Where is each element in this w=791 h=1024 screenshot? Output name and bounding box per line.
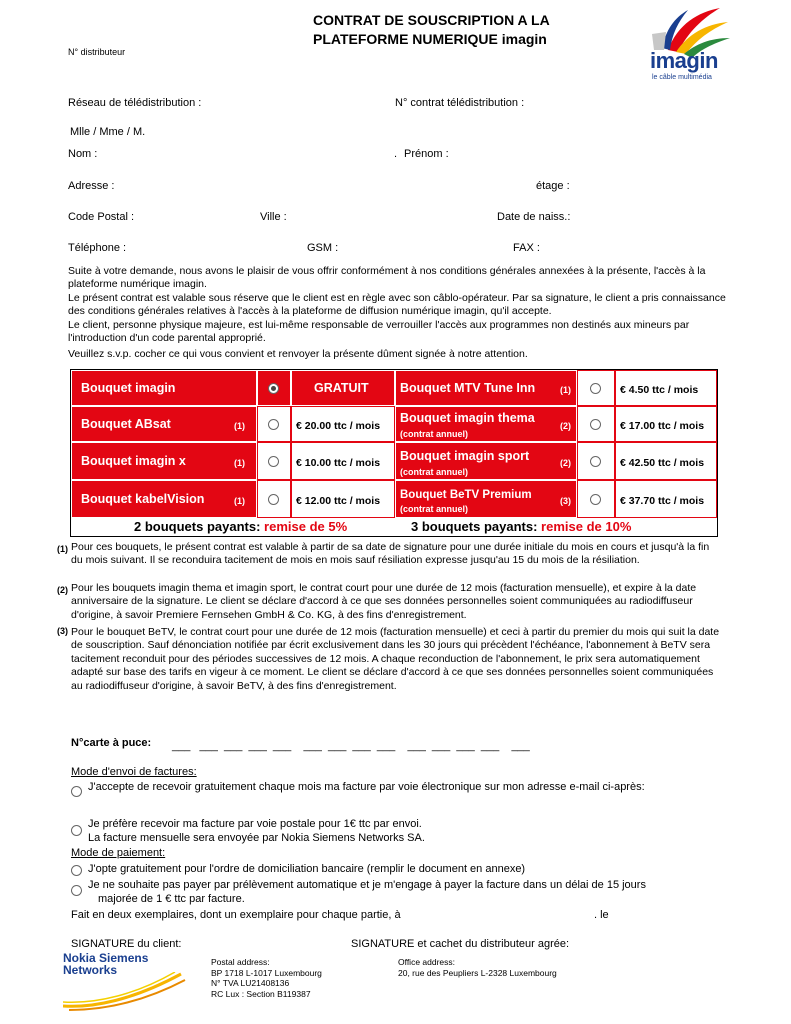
birth-label: Date de naiss.: — [497, 211, 571, 223]
address-label: Adresse : — [68, 180, 115, 192]
radio-cell — [577, 370, 615, 406]
bouquet-betv-radio[interactable] — [590, 494, 601, 505]
price-cell — [615, 406, 717, 442]
price-thema: € 17.00 ttc / mois — [620, 420, 705, 432]
radio-cell — [257, 480, 291, 518]
price-imaginx: € 10.00 ttc / mois — [296, 457, 381, 469]
date-text: . le — [594, 909, 609, 921]
payment-manual-text1: Je ne souhaite pas payer par prélèvement automatique et je m'engage à payer la facture dans un délai de 15 jours — [88, 879, 646, 891]
note-mark: (1) — [234, 496, 245, 506]
bouquet-mtv-cell — [395, 370, 577, 406]
postal-address — [211, 957, 322, 999]
discount-two-value: remise de 5% — [264, 519, 348, 534]
note-mark: (2) — [560, 458, 571, 468]
bouquet-thema-cell — [395, 406, 577, 442]
bouquet-name: Bouquet ABsat — [81, 417, 171, 431]
floor-label: étage : — [536, 180, 570, 192]
office-address — [398, 957, 557, 978]
intro-p1: Suite à votre demande, nous avons le plaisir de vous offrir conformément à nos conditions générales annexées à la présente, l'accès à la plateforme numérique imagin. — [68, 265, 706, 291]
price-cell — [615, 370, 717, 406]
bouquet-imaginx-radio[interactable] — [268, 456, 279, 467]
billing-post-text1: Je préfère recevoir ma facture par voie postale pour 1€ ttc par envoi. — [88, 818, 422, 830]
note-mark: (2) — [560, 421, 571, 431]
billing-email-text: J'accepte de recevoir gratuitement chaque mois ma facture par voie électronique sur mon adresse e-mail ci-après: — [88, 781, 645, 793]
footnote-mark: (1) — [57, 544, 68, 554]
network-label: Réseau de télédistribution : — [68, 97, 202, 109]
billing-post-radio[interactable] — [71, 825, 82, 836]
billing-heading: Mode d'envoi de factures: — [71, 766, 197, 778]
name-label: Nom : — [68, 148, 98, 160]
imagin-logo — [648, 4, 732, 84]
bouquet-imagin-cell — [71, 370, 257, 406]
payment-manual-text2: majorée de 1 € ttc par facture. — [98, 893, 245, 905]
bouquet-sport-cell — [395, 442, 577, 480]
title-line2: PLATEFORME NUMERIQUE imagin — [313, 31, 547, 47]
radio-cell — [257, 370, 291, 406]
note-mark: (3) — [560, 496, 571, 506]
payment-bank-radio[interactable] — [71, 865, 82, 876]
city-label: Ville : — [260, 211, 287, 223]
logo-tagline: le câble multimédia — [652, 74, 712, 81]
intro-p2: Le présent contrat est valable sous réserve que le client est en règle avec son câblo-opérateur. Par sa signature, le client a pris connaissance des conditions générales relatives à l'accès à la plateforme de diffusion numérique imagin, qu'il accepte. — [68, 291, 726, 318]
price-sport: € 42.50 ttc / mois — [620, 457, 705, 469]
bouquet-name: Bouquet imagin — [81, 381, 176, 395]
postal-label: Code Postal : — [68, 211, 135, 223]
billing-email-radio[interactable] — [71, 786, 82, 797]
postal-line1: BP 1718 L-1017 Luxembourg — [211, 967, 322, 978]
note-mark: (1) — [560, 385, 571, 395]
nsn-logo — [63, 952, 188, 1012]
billing-post-text2: La facture mensuelle sera envoyée par Nokia Siemens Networks SA. — [88, 832, 425, 844]
bouquet-sub: (contrat annuel) — [400, 429, 469, 439]
discount-two-label: 2 bouquets payants: — [134, 519, 261, 534]
bouquet-betv-cell — [395, 480, 577, 518]
price-cell — [291, 480, 395, 518]
signature-client: SIGNATURE du client: — [71, 938, 182, 950]
gratuit-cell — [291, 370, 395, 406]
office-line1: 20, rue des Peupliers L-2328 Luxembourg — [398, 967, 557, 978]
bouquet-imaginx-cell — [71, 442, 257, 480]
bouquet-name: Bouquet imagin sport — [400, 449, 530, 463]
price-betv: € 37.70 ttc / mois — [620, 495, 705, 507]
made-text: Fait en deux exemplaires, dont un exemplaire pour chaque partie, à — [71, 909, 401, 921]
distributor-label: N° distributeur — [68, 47, 126, 57]
footnote-3: Pour le bouquet BeTV, le contrat court pour une durée de 12 mois (facturation mensuelle) et ceci à partir du premier du mois qui suit la date de souscription. Sauf dénonciation notifiée par écrit exclusivement dans les 30 jours qui précèdent l'échéance, l'abonnement à BeTV sera tacitement reconduit pour des périodes successives de 12 mois. A chaque reconduction de l'abonnement, le prix sera automatiquement adapté sur base des tarifs en vigeur à ce moment. Le client se déclare d'accord à ce que ses données personnelles soient communiquées au radiodiffuseur d'origine, à savoir BeTV, à des fins d'enregistrement. — [71, 626, 720, 692]
bouquet-kabelvision-cell — [71, 480, 257, 518]
logo-text: imagin — [650, 48, 718, 73]
footnote-2: Pour les bouquets imagin thema et imagin sport, le contrat court pour une durée de 12 mois (facturation mensuelle), et expire à la date anniversaire de la signature. Le client se déclare d'accord à ce que ses données personnelles soient communiquées au radiodiffuseur d'origine, à savoir Premiere Fernsehen GmbH & Co. KG, à des fins d'enregistrement. — [71, 582, 697, 621]
discount-three-label: 3 bouquets payants: — [411, 519, 538, 534]
postal-line3: RC Lux : Section B119387 — [211, 988, 311, 999]
bouquet-sub: (contrat annuel) — [400, 504, 469, 514]
bouquet-thema-radio[interactable] — [590, 419, 601, 430]
bouquet-imagin-radio[interactable] — [268, 383, 279, 394]
footnote-mark: (3) — [57, 626, 68, 636]
intro-p4: Veuillez s.v.p. cocher ce qui vous convient et renvoyer la présente dûment signée à notre attention. — [68, 348, 528, 361]
intro-text — [68, 265, 728, 362]
price-kabelvision: € 12.00 ttc / mois — [296, 495, 381, 507]
discount-three-value: remise de 10% — [541, 519, 632, 534]
note-mark: (1) — [234, 458, 245, 468]
phone-label: Téléphone : — [68, 242, 127, 254]
salutation-label: Mlle / Mme / M. — [70, 126, 146, 138]
price-absat: € 20.00 ttc / mois — [296, 420, 381, 432]
bouquet-mtv-radio[interactable] — [590, 383, 601, 394]
radio-cell — [257, 442, 291, 480]
firstname-dot: . — [394, 148, 398, 160]
radio-cell — [257, 406, 291, 442]
firstname-label: Prénom : — [404, 148, 449, 160]
signature-distributor: SIGNATURE et cachet du distributeur agrée: — [351, 938, 570, 950]
payment-manual-radio[interactable] — [71, 885, 82, 896]
bouquet-name: Bouquet kabelVision — [81, 492, 205, 506]
bouquet-name: Bouquet BeTV Premium — [400, 489, 532, 501]
bouquet-sport-radio[interactable] — [590, 456, 601, 467]
radio-cell — [577, 480, 615, 518]
contract-label: N° contrat télédistribution : — [395, 97, 525, 109]
price-mtv: € 4.50 ttc / mois — [620, 384, 699, 396]
payment-heading: Mode de paiement: — [71, 847, 166, 859]
discount-three — [411, 519, 631, 534]
bouquet-kabelvision-radio[interactable] — [268, 494, 279, 505]
bouquet-absat-radio[interactable] — [268, 419, 279, 430]
note-mark: (1) — [234, 421, 245, 431]
nsn-logo-line2: Networks — [63, 963, 118, 977]
card-label: N°carte à puce: — [71, 737, 152, 749]
postal-title: Postal address: — [211, 957, 270, 967]
price-cell — [615, 480, 717, 518]
price-cell — [291, 442, 395, 480]
discount-two — [134, 519, 347, 534]
footnote-1: Pour ces bouquets, le présent contrat est valable à partir de sa date de signature pour une durée initiale du mois en cours et jusqu'à la fin du mois suivant. Il se reconduira tacitement de mois en mois sauf résiliation expresse jusqu'au 15 du mois de la résiliation. — [71, 541, 710, 567]
fax-label: FAX : — [513, 242, 540, 254]
title-line1: CONTRAT DE SOUSCRIPTION A LA — [313, 12, 550, 28]
footnote-mark: (2) — [57, 585, 68, 595]
bouquet-name: Bouquet imagin thema — [400, 411, 535, 425]
intro-p3: Le client, personne physique majeure, est lui-même responsable de verrouiller l'accès aux programmes non destinés aux mineurs par l'introduction d'un code parental approprié. — [68, 318, 690, 345]
bouquet-absat-cell — [71, 406, 257, 442]
bouquet-name: Bouquet MTV Tune Inn — [400, 381, 536, 395]
bouquet-name: Bouquet imagin x — [81, 454, 186, 468]
bouquet-sub: (contrat annuel) — [400, 467, 469, 477]
price-cell — [615, 442, 717, 480]
postal-line2: N° TVA LU21408136 — [211, 978, 290, 988]
nsn-wave-graphic — [63, 972, 188, 1012]
payment-bank-text: J'opte gratuitement pour l'ordre de domiciliation bancaire (remplir le document en annexe) — [88, 863, 526, 875]
price-cell — [291, 406, 395, 442]
nsn-logo-line1: Nokia Siemens — [63, 951, 149, 965]
gsm-label: GSM : — [307, 242, 339, 254]
radio-cell — [577, 406, 615, 442]
card-number-field[interactable]: ___ ___ ___ ___ ___ ___ ___ ___ ___ ___ ___ ___ ___ ___ — [172, 740, 530, 752]
price-gratuit: GRATUIT — [314, 381, 369, 395]
office-title: Office address: — [398, 957, 456, 967]
radio-cell — [577, 442, 615, 480]
